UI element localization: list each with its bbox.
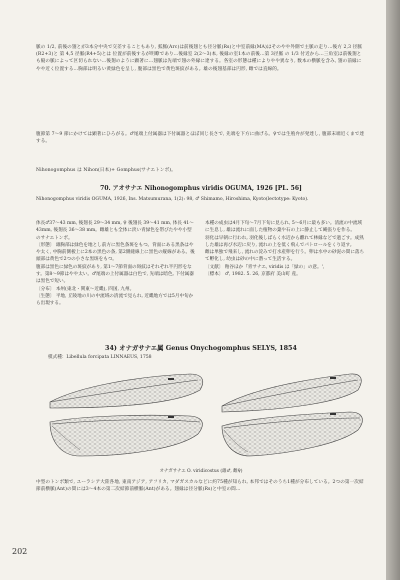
- synonymy-text: Nihonogomphus viridis OGUMA, 1926, Ins. Matsumurana, 1(2): 98, ♂ Shimamo, Hiroshima, Kyoto(lectotype: Kyoto).: [36, 197, 309, 202]
- figure-caption: オナガサナエ O. viridicostus (雄♂, 雌♀): [159, 469, 243, 474]
- left-paragraph: 〔生態〕 平地, 丘陵地の川の中流域の清流で見られ, 近畿地方では5月中旬から出現する。: [36, 293, 194, 307]
- left-forewing: [50, 374, 203, 408]
- pterostigma-icon: [168, 416, 174, 418]
- etymology-paragraph: Nihonogomphus は Nihon(日本)+ Gomphus(サナエトンボ)。: [36, 168, 176, 173]
- left-column: [36, 220, 196, 308]
- genus-description: 中型のトンボ類で, ユーラシア大陸各地, 東南アジア, アフリカ, マダガスカルなどに約75種が知られ, 本邦ではそのうち1種が分布している。2つの第一次結節前横脈(Ant)の間には3〜4本の第二次結節前横脈(Ant)がある。翅縁は径分脈(Rs)と中室の間...: [36, 480, 364, 493]
- right-paragraph: 羽化は早朝に行われ, 羽化後しばらく水辺から離れて林縁などで過ごす。成熟した雄は再び水辺に戻り, 流れの上を低く飛んでパトロールをくり返す。: [205, 235, 364, 248]
- type-species: 模式種：Libellula forcipata LINNAEUS, 1758: [48, 355, 152, 360]
- right-paragraph: 〔文献〕 粕谷ほか『青サナエ, viridis は「緑の」の意。',: [205, 264, 325, 270]
- left-paragraph: 体長♂37〜43 mm, 後翅長 29〜34 mm, ♀ 後翅長 39〜41 mm, 体長 41〜43mm, 後翅長 36〜38 mm。雌雄とも全体に淡い青緑色を帯びたやや小型のサナエトンボ。: [36, 221, 194, 241]
- left-paragraph: 〔形態〕 雄胸部は緑色を地とし前方に黒色条斑をもつ。背面にある黒条はやや太く, 中胸前側板上に2本の黒色の条, 第2側縫線上に黒色の縦線がある。後頭部は黄色で2つの小さな黒斑をもつ。: [36, 242, 195, 263]
- right-forewing: [222, 374, 361, 412]
- right-paragraph: 本種の成虫は4月下旬〜7月下旬に見られ, 5〜6月に最も多い。清流の中流域に生息し, 雄は流れに面した植物の葉や石の上に静止して縄張りを作る。: [205, 221, 363, 234]
- page-number: 202: [12, 547, 28, 556]
- right-paragraph: 〔標本〕 ♂, 1982. 5. 26, 京都府 美山町 産。: [205, 272, 301, 278]
- right-paragraph: 雌は単独で飛来し, 流れの淀みで打水産卵を行う。卵は水中の砂泥の間に落ちて孵化し, 幼虫は砂の中に潜って生活する。: [205, 250, 365, 263]
- book-gutter: [386, 0, 400, 580]
- pterostigma-icon: [330, 413, 336, 415]
- right-hindwing: [222, 412, 362, 456]
- wing-figure: [40, 360, 370, 472]
- left-paragraph: 〔分布〕 本州(東北・関東〜近畿), 四国, 九州。: [36, 286, 135, 292]
- left-paragraph: 腹部は黒色に緑色の斑紋があり, 第1〜7節背面の斑紋はそれぞれ半円形をなす。第8〜9節はやや太い。♂尾端の上付属器は白色で, 先端は暗色, 下付属器は黒色で短い。: [36, 264, 194, 285]
- pterostigma-icon: [330, 377, 336, 379]
- right-column: [205, 220, 365, 278]
- pterostigma-icon: [168, 378, 174, 380]
- abdomen-paragraph: 腹節第 7〜9 節にかけては顕著にひろがる。♂尾端上付属器は下付属器とほぼ同じ長さで, 先端を下方に曲げる。♀では生殖弁が発達し, 腹部末端近くまで達する。: [36, 132, 365, 145]
- genus-heading: 34) オナガサナエ属 Genus Onychogomphus SELYS, 1854: [105, 344, 297, 352]
- species-heading: 70. アオサナエ Nihonogomphus viridis OGUMA, 1926 [PL. 56]: [100, 185, 302, 192]
- left-hindwing: [50, 415, 202, 456]
- intro-paragraph: 脈の 1/2, 前後の翅とが3本分中央で交差することもあり, 弧脈(Arc)は前後翅とも径分脈(Rs)と中室前縁(MA)はそのやや外側で主脈の走り...後方 2,3 径脈(R2+3)と 第 4,5 径脈(R4+5)とは 位置が前後するが明瞭であり...後縁室 2(2〜3)本, 後縁の室1本の前後...第 3径脈 の 1/3 付近から...三角室は前後翅とも縦の脈によって区切られない...後翅のように顕著に...翅脈は先端で翅の外縁に達する。各室の形態は種によりやや異なり, 数本の横脈を含み, 翅の前縁にやや近く位置する...胸部は明るい黄緑色を呈し, 腹部は黒色で黄色斑紋がある。雄の後翅基部は円形, 雌では直線的。: [36, 45, 363, 72]
